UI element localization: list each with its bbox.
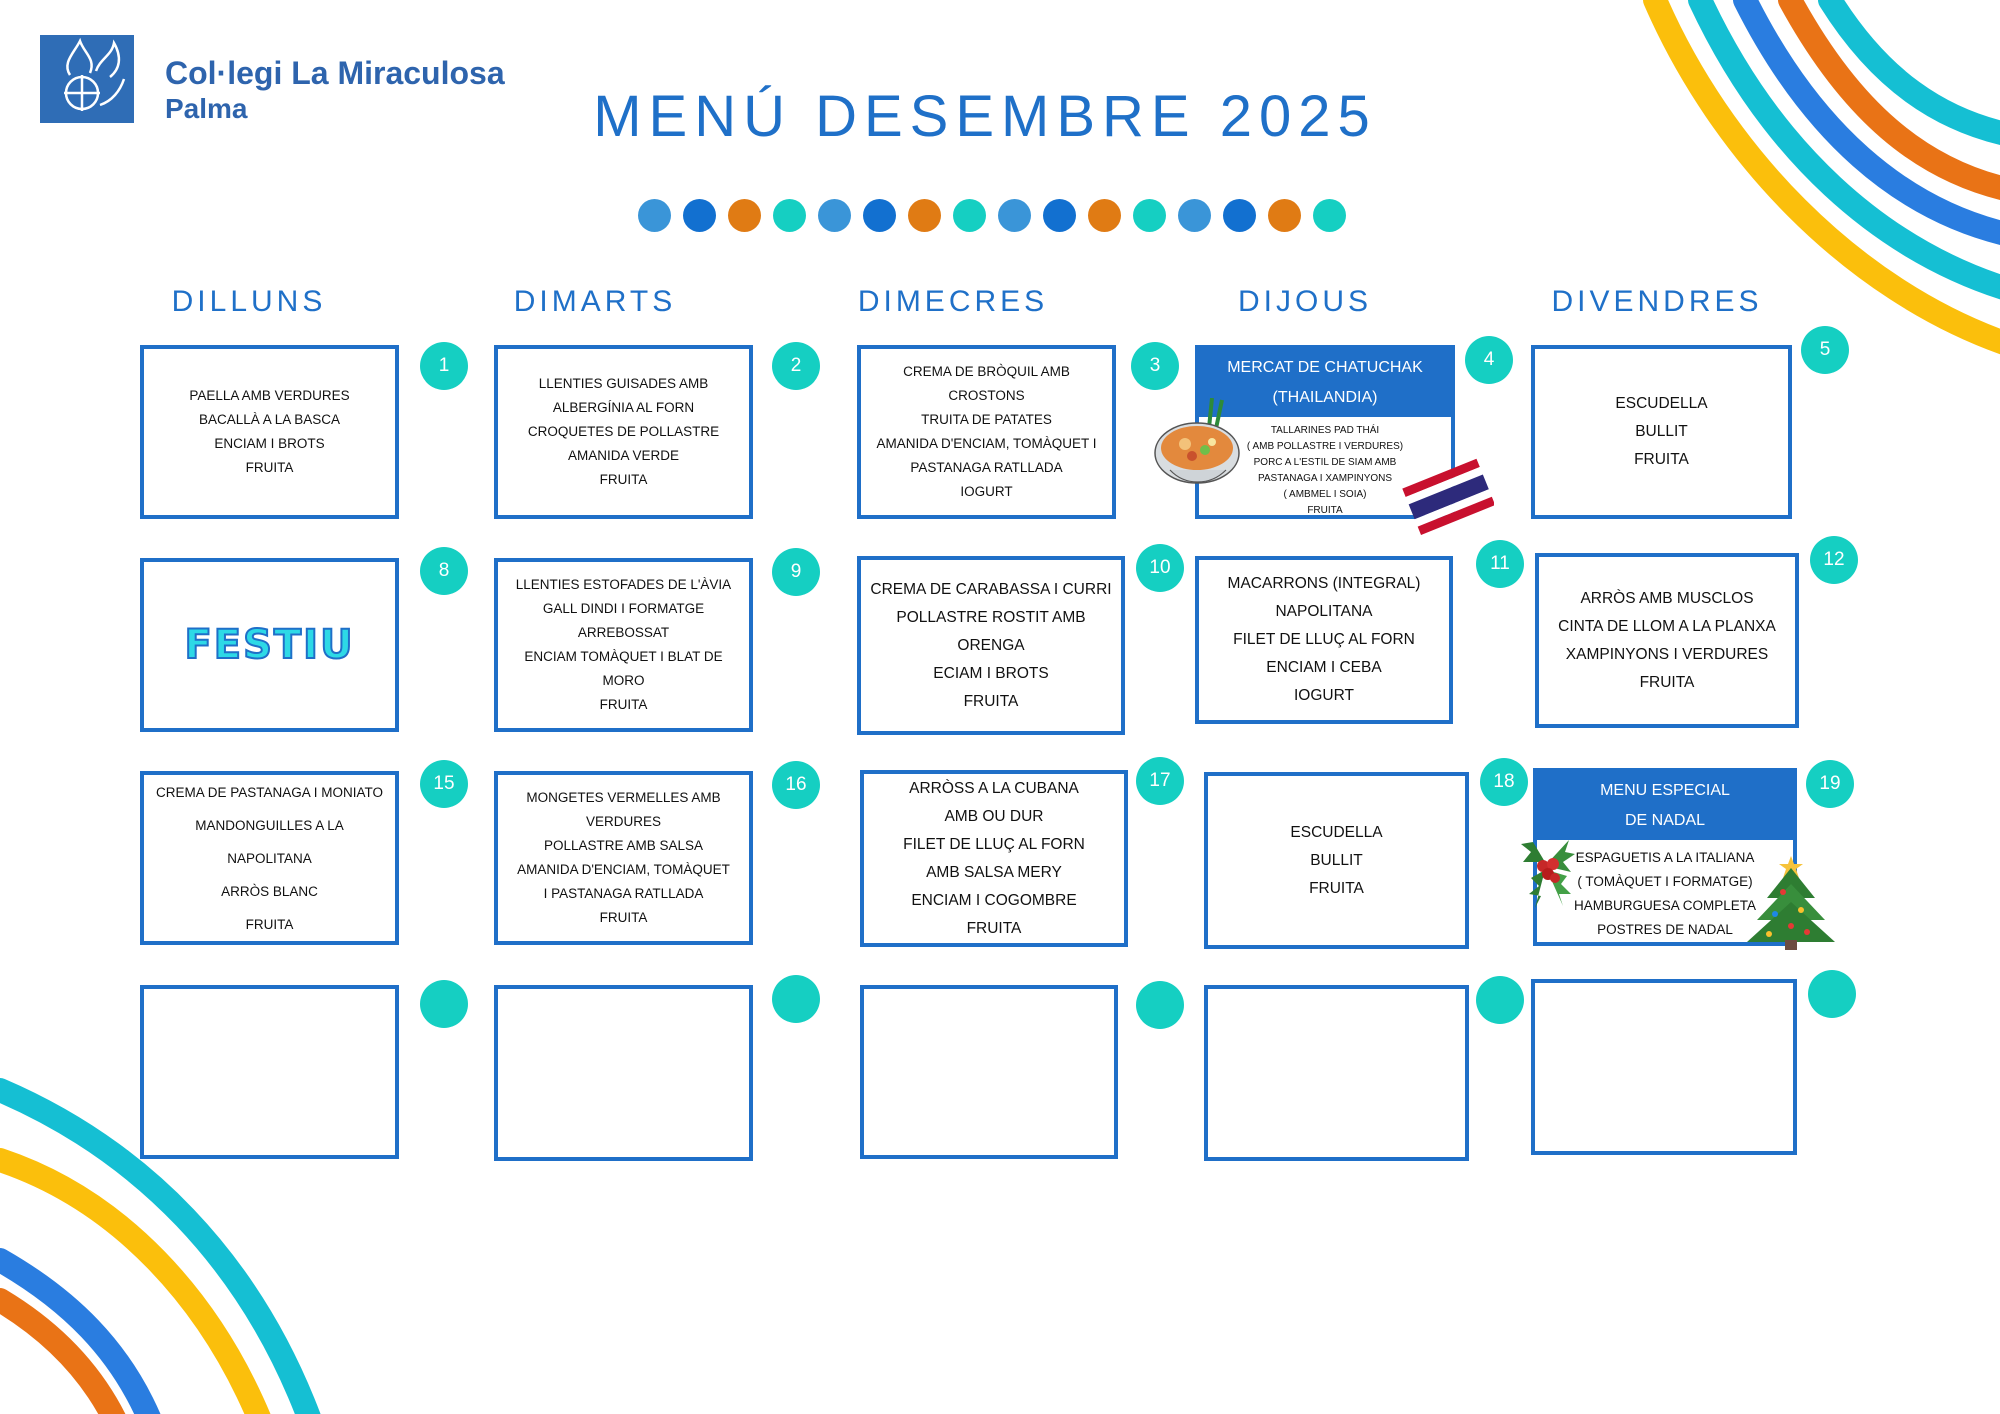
menu-line: CINTA DE LLOM A LA PLANXA [1558,617,1776,635]
menu-cell-day-10 [857,556,1125,735]
menu-line: ECIAM I BROTS [933,664,1049,682]
holiday-label: FESTIU [184,622,355,668]
menu-line: AMB SALSA MERY [926,863,1062,881]
banner-line: MERCAT DE CHATUCHAK [1227,359,1423,376]
day-number-15: 15 [420,760,468,808]
menu-line: LLENTIES GUISADES AMB [538,376,709,391]
decorative-dot [1133,199,1166,232]
weekday-monday: DILLUNS [171,285,327,318]
decorative-dot [1313,199,1346,232]
menu-line: FRUITA [1639,673,1695,691]
decorative-dot [1268,199,1301,232]
decorative-dots [638,199,1346,232]
menu-cell-day-12 [1535,553,1799,728]
day-number-10: 10 [1136,544,1184,592]
decorative-dot [908,199,941,232]
menu-line: PASTANAGA I XAMPINYONS [1257,473,1393,484]
menu-cell-day-1 [140,345,399,519]
menu-line: ARRÒSS A LA CUBANA [909,779,1079,797]
menu-line: FRUITA [245,916,294,932]
menu-line: PASTANAGA RATLLADA [910,460,1063,475]
menu-line: VERDURES [585,814,661,829]
menu-line: POSTRES DE NADAL [1597,922,1733,937]
christmas-tree-icon [1745,852,1837,952]
menu-line: CROQUETES DE POLLASTRE [527,424,720,439]
menu-line: ESCUDELLA [1290,823,1383,841]
decorative-dot [1088,199,1121,232]
menu-line: BACALLÀ A LA BASCA [198,412,341,427]
day-number-8: 8 [420,547,468,595]
menu-line: HAMBURGUESA COMPLETA [1573,898,1757,913]
decorative-dot [638,199,671,232]
day-number-empty [1136,981,1184,1029]
school-name: Col·legi La Miraculosa [165,55,505,91]
menu-body [1574,840,1756,942]
menu-line: I PASTANAGA RATLLADA [543,886,704,901]
banner-line: MENU ESPECIAL [1600,782,1730,799]
day-number-empty [420,980,468,1028]
pad-thai-bowl-icon [1150,398,1245,496]
day-number-2: 2 [772,342,820,390]
day-number-18: 18 [1480,758,1528,806]
banner-line: DE NADAL [1624,812,1706,829]
decorative-dot [818,199,851,232]
menu-line: TALLARINES PAD THÁI [1270,425,1380,436]
menu-line: XAMPINYONS I VERDURES [1565,645,1769,663]
holly-icon [1515,822,1577,914]
menu-line: ESPAGUETIS A LA ITALIANA [1575,850,1755,865]
menu-line: FRUITA [1307,505,1343,516]
menu-line: CREMA DE BRÒQUIL AMB CROSTONS [903,364,1070,403]
menu-cell-day-5 [1531,345,1792,519]
decorative-dot [773,199,806,232]
decorative-dot [683,199,716,232]
day-number-19: 19 [1806,760,1854,808]
day-number-16: 16 [772,761,820,809]
menu-line: POLLASTRE AMB SALSA [543,838,704,853]
menu-line: ( TOMÀQUET I FORMATGE) [1577,874,1753,889]
day-number-11: 11 [1476,540,1524,588]
day-number-3: 3 [1131,342,1179,390]
weekday-friday: DIVENDRES [1551,285,1763,318]
menu-line: BULLIT [1635,423,1688,440]
day-number-1: 1 [420,342,468,390]
menu-cell-empty [1531,979,1797,1155]
menu-line: CREMA DE CARABASSA I CURRI [870,580,1112,598]
decorative-dot [998,199,1031,232]
menu-cell-day-9 [494,558,753,732]
menu-line: FILET DE LLUÇ AL FORN [903,835,1085,853]
menu-line: MACARRONS (INTEGRAL) [1227,575,1421,592]
menu-cell-day-15 [140,771,399,945]
decorative-dot [1223,199,1256,232]
menu-line: FRUITA [599,910,648,925]
flame-cross-logo-icon [40,35,134,123]
menu-line: FRUITA [963,692,1019,710]
menu-line: PAELLA AMB VERDURES [189,388,350,403]
menu-line: ARRÒS AMB MUSCLOS [1580,589,1754,607]
menu-line: FRUITA [1309,879,1364,897]
weekday-wednesday: DIMECRES [857,285,1049,318]
weekday-thursday: DIJOUS [1237,285,1372,318]
school-city: Palma [165,93,248,124]
menu-line: ENCIAM TOMÀQUET I BLAT DE MORO [524,649,723,688]
menu-cell-day-3 [857,345,1116,519]
weekday-tuesday: DIMARTS [513,285,677,318]
decorative-dot [863,199,896,232]
menu-line: TRUITA DE PATATES [921,412,1052,427]
day-number-17: 17 [1136,757,1184,805]
menu-line: CREMA DE PASTANAGA I MONIATO [155,784,384,800]
menu-line: FRUITA [1634,451,1689,468]
menu-cell-day-17 [860,770,1128,947]
menu-line: LLENTIES ESTOFADES DE L'ÀVIA [515,577,732,592]
menu-line: FRUITA [245,460,294,475]
menu-line: ENCIAM I BROTS [214,436,325,451]
menu-line: GALL DINDI I FORMATGE ARREBOSSAT [542,601,705,640]
menu-line: FRUITA [966,919,1022,937]
day-number-12: 12 [1810,536,1858,584]
menu-cell-empty [1204,985,1469,1161]
menu-line: IOGURT [1294,687,1354,704]
day-number-empty [1808,970,1856,1018]
menu-cell-empty [494,985,753,1161]
decorative-dot [728,199,761,232]
menu-cell-day-16 [494,771,753,945]
day-number-9: 9 [772,548,820,596]
menu-cell-day-8 [140,558,399,732]
menu-line: IOGURT [960,484,1013,499]
menu-body [1247,417,1403,519]
decorative-dot [1178,199,1211,232]
menu-line: ENCIAM I CEBA [1266,659,1382,676]
menu-line: ALBERGÍNIA AL FORN [552,400,695,415]
day-number-empty [1476,976,1524,1024]
menu-line: AMANIDA D'ENCIAM, TOMÀQUET [517,862,730,877]
decorative-dot [1043,199,1076,232]
menu-line: ( AMBMEL I SOIA) [1283,489,1367,500]
thailand-flag-icon [1402,450,1494,540]
menu-line: POLLASTRE ROSTIT AMB ORENGA [896,608,1086,654]
menu-line: NAPOLITANA [1275,603,1373,620]
menu-cell-day-18 [1204,772,1469,949]
day-number-4: 4 [1465,336,1513,384]
menu-line: AMB OU DUR [944,807,1044,825]
menu-line: FRUITA [599,697,648,712]
menu-line: ENCIAM I COGOMBRE [911,891,1077,909]
decorative-dot [953,199,986,232]
menu-cell-empty [860,985,1118,1159]
menu-line: ARRÒS BLANC [221,883,318,899]
menu-line: FILET DE LLUÇ AL FORN [1233,631,1415,648]
menu-line: BULLIT [1310,851,1363,869]
day-number-empty [772,975,820,1023]
menu-line: AMANIDA D'ENCIAM, TOMÀQUET I [876,436,1097,451]
page-title: MENÚ DESEMBRE 2025 [593,84,1377,149]
school-logo [40,35,134,123]
menu-line: ( AMB POLLASTRE I VERDURES) [1246,441,1404,452]
menu-line: PORC A L'ESTIL DE SIAM AMB [1253,457,1397,468]
day-number-5: 5 [1801,326,1849,374]
menu-cell-day-11 [1195,556,1453,724]
banner-line: (THAILANDIA) [1272,389,1378,406]
menu-cell-empty [140,985,399,1159]
menu-cell-day-2 [494,345,753,519]
menu-line: MANDONGUILLES A LA NAPOLITANA [195,817,344,866]
menu-line: FRUITA [599,472,648,487]
menu-line: ESCUDELLA [1615,395,1708,412]
menu-line: AMANIDA VERDE [567,448,680,463]
menu-line: MONGETES VERMELLES AMB [526,790,721,805]
